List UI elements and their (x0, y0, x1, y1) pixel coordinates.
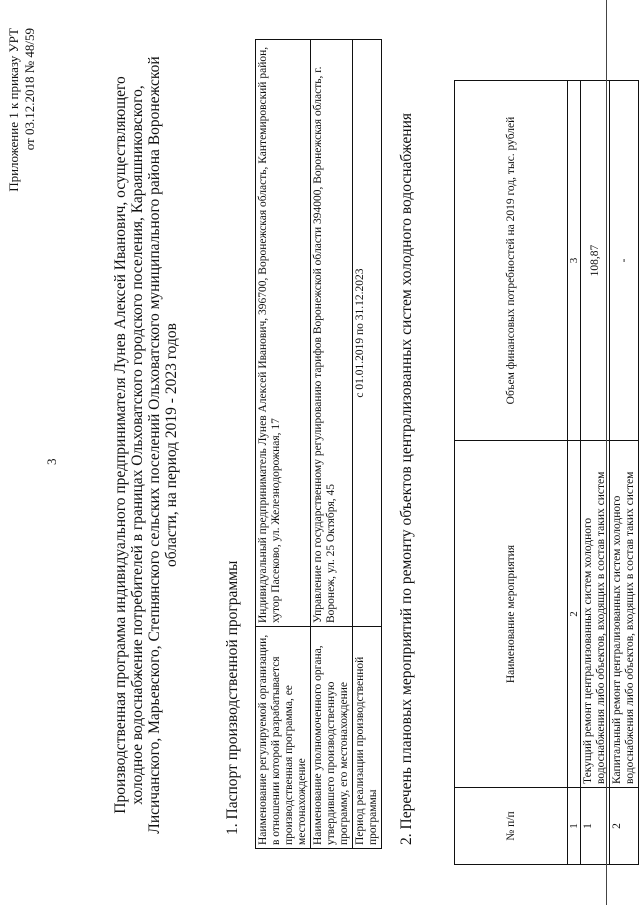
column-index: 2 (568, 441, 581, 788)
appendix-line-1: Приложение 1 к приказу УРТ (6, 28, 21, 192)
passport-table (255, 39, 382, 849)
row-amount: - (610, 81, 639, 441)
row-measure-name: Капитальный ремонт централизованных систем холодного водоснабжения либо объектов, входящих в состав таких систем (610, 441, 639, 788)
measures-table (454, 80, 639, 865)
passport-label: Наименование регулируемой организации, в отношении которой разрабатывается производственная программа, ее местонахождение (256, 627, 311, 849)
header-amount: Объем финансовых потребностей на 2019 год, тыс. рублей (455, 81, 568, 441)
section-1-heading: 1. Паспорт производственной программы (224, 560, 241, 835)
row-number: 2 (610, 788, 639, 865)
passport-row (311, 40, 353, 849)
header-number: № п/п (455, 788, 568, 865)
page-edge-line (606, 0, 607, 905)
table-row (610, 81, 639, 865)
passport-label: Период реализации производственной программы (353, 627, 382, 849)
row-amount: 108,87 (581, 81, 610, 441)
passport-value: с 01.01.2019 по 31.12.2023 (353, 40, 382, 627)
document-title: Производственная программа индивидуального предпринимателя Лунев Алексей Иванович, осуществляющего холодное водоснабжение потребителей в границах Ольховатского городского поселения, Караяшниковского, Лисичанского, Марьевского, Степнянского сельских поселений Ольховатского муниципального района Воронежской области, на период 2019 - 2023 годов (112, 56, 180, 834)
table-header-row (455, 81, 568, 865)
passport-value: Индивидуальный предприниматель Лунев Алексей Иванович, 396700, Воронежская область, Кантемировский район, хутор Пасеково, ул. Железнодорожная, 17 (256, 40, 311, 627)
passport-value: Управление по государственному регулированию тарифов Воронежской области 394000, Воронежская область, г. Воронеж, ул. 25 Октября, 45 (311, 40, 353, 627)
passport-row (353, 40, 382, 849)
page-number: 3 (44, 458, 59, 465)
appendix-note (6, 28, 38, 388)
passport-row (256, 40, 311, 849)
column-index: 1 (568, 788, 581, 865)
passport-label: Наименование уполномоченного органа, утвердившего производственную программу, его местонахождение (311, 627, 353, 849)
column-index: 3 (568, 81, 581, 441)
row-number: 1 (581, 788, 610, 865)
section-2-heading: 2. Перечень плановых мероприятий по ремонту объектов централизованных систем холодного водоснабжения (398, 112, 415, 845)
header-measure-name: Наименование мероприятия (455, 441, 568, 788)
column-index-row (568, 81, 581, 865)
appendix-line-2: от 03.12.2018 № 48/59 (22, 28, 37, 151)
row-measure-name: Текущий ремонт централизованных систем холодного водоснабжения либо объектов, входящих в состав таких систем (581, 441, 610, 788)
